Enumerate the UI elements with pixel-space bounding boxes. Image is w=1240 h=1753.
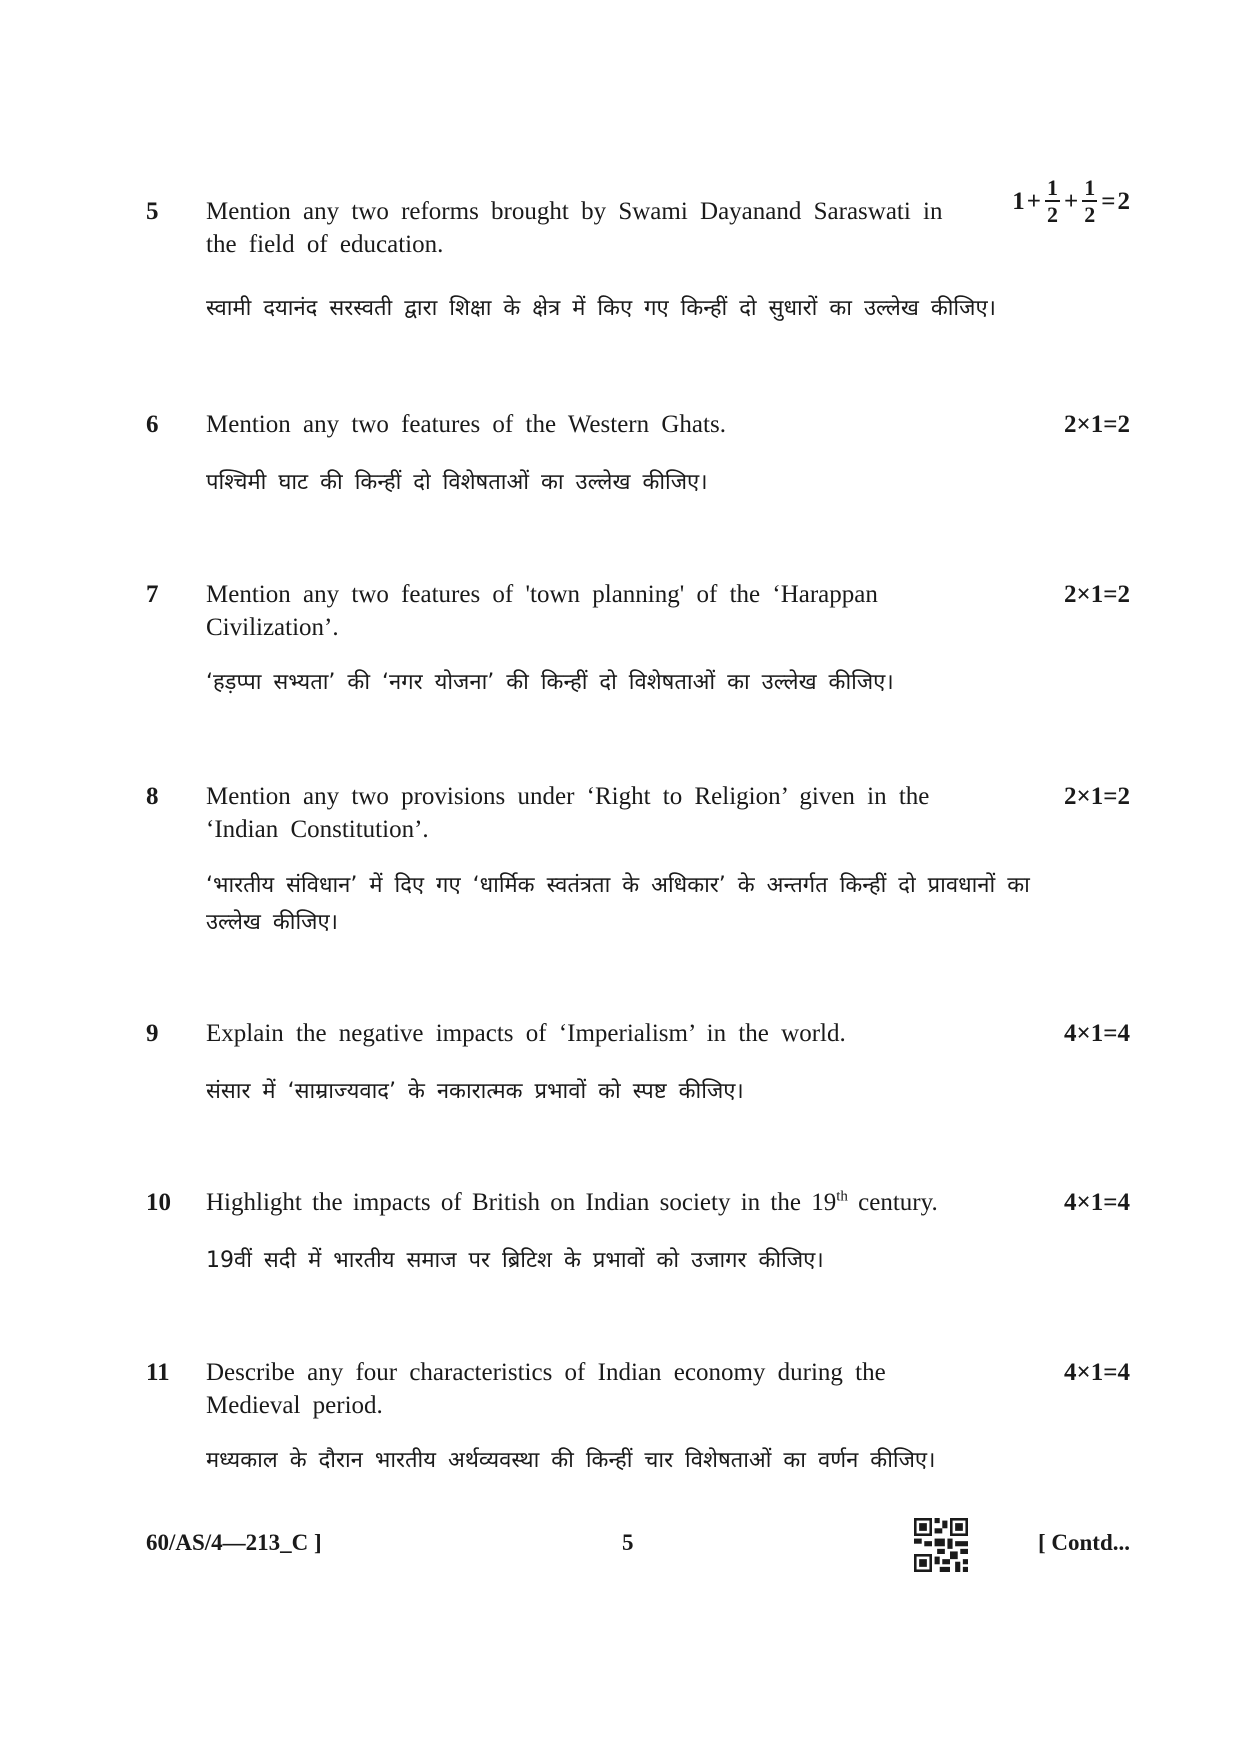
- marks-fraction: [1045, 177, 1060, 226]
- question-number: 5: [146, 198, 159, 225]
- fraction-numerator: 1: [1047, 175, 1058, 200]
- marks-allocation: 2×1=2: [1064, 411, 1130, 438]
- question-6: [146, 408, 1130, 498]
- question-english-text: Explain the negative impacts of ‘Imperialism’ in the world.: [206, 1020, 846, 1047]
- question-hindi-text: 19वीं सदी में भारतीय समाज पर ब्रिटिश के प्रभावों को उजागर कीजिए।: [206, 1248, 824, 1273]
- question-number: 6: [146, 411, 159, 438]
- marks-allocation: 2×1=2: [1064, 581, 1130, 608]
- question-number: 10: [146, 1189, 171, 1216]
- marks-equals: =: [1101, 187, 1116, 215]
- question-number: 11: [146, 1359, 170, 1386]
- continued-label: [ Contd...: [1037, 1530, 1130, 1555]
- question-english-text: Mention any two provisions under ‘Right to Religion’ given in the ‘Indian Constitution’.: [206, 783, 930, 843]
- marks-plus: +: [1026, 187, 1041, 215]
- marks-plus: +: [1064, 187, 1079, 215]
- question-english-text: Describe any four characteristics of Indian economy during the Medieval period.: [206, 1359, 886, 1419]
- page-number: 5: [622, 1530, 634, 1555]
- marks-allocation: 2×1=2: [1064, 783, 1130, 810]
- question-11: [146, 1356, 1130, 1486]
- marks-allocation: 4×1=4: [1064, 1020, 1130, 1047]
- marks-whole: 1: [1012, 187, 1025, 215]
- question-10: [146, 1186, 1130, 1276]
- marks-fraction: [1082, 177, 1097, 226]
- page-footer: [146, 1530, 1130, 1590]
- question-hindi-text: ‘हड़प्पा सभ्यता’ की ‘नगर योजना’ की किन्हीं दो विशेषताओं का उल्लेख कीजिए।: [206, 670, 894, 695]
- fraction-numerator: 1: [1084, 175, 1096, 200]
- marks-allocation: 4×1=4: [1064, 1189, 1130, 1216]
- question-hindi-text: संसार में ‘साम्राज्यवाद’ के नकारात्मक प्रभावों को स्पष्ट कीजिए।: [206, 1079, 744, 1104]
- marks-total: 2: [1117, 187, 1130, 215]
- question-8: [146, 780, 1130, 950]
- question-english-text: Mention any two features of 'town planning' of the ‘Harappan Civilization’.: [206, 581, 878, 641]
- question-number: 9: [146, 1020, 159, 1047]
- fraction-denominator: 2: [1047, 202, 1058, 227]
- question-english-text: [206, 1186, 1046, 1219]
- qr-code-icon: [914, 1518, 968, 1572]
- question-english-text: Mention any two features of the Western Ghats.: [206, 411, 726, 438]
- question-text-part: Highlight the impacts of British on Indian society in the 19: [206, 1189, 837, 1216]
- question-hindi-text: ‘भारतीय संविधान’ में दिए गए ‘धार्मिक स्वतंत्रता के अधिकार’ के अन्तर्गत किन्हीं दो प्रावधानों का उल्लेख कीजिए।: [206, 873, 1030, 935]
- question-hindi-text: पश्चिमी घाट की किन्हीं दो विशेषताओं का उल्लेख कीजिए।: [206, 470, 708, 495]
- paper-code: 60/AS/4—213_C ]: [146, 1530, 322, 1555]
- question-5: [146, 175, 1130, 335]
- question-number: 7: [146, 581, 159, 608]
- question-text-part: century.: [847, 1189, 938, 1216]
- question-english-text: Mention any two reforms brought by Swami Dayanand Saraswati in the field of education.: [206, 198, 943, 258]
- marks-allocation: [1012, 177, 1130, 226]
- fraction-denominator: 2: [1084, 202, 1096, 227]
- question-number: 8: [146, 783, 159, 810]
- question-hindi-text: मध्यकाल के दौरान भारतीय अर्थव्यवस्था की किन्हीं चार विशेषताओं का वर्णन कीजिए।: [206, 1448, 936, 1473]
- marks-allocation: 4×1=4: [1064, 1359, 1130, 1386]
- question-9: [146, 1017, 1130, 1107]
- ordinal-superscript: th: [836, 1188, 848, 1205]
- question-7: [146, 578, 1130, 708]
- question-hindi-text: स्वामी दयानंद सरस्वती द्वारा शिक्षा के क्षेत्र में किए गए किन्हीं दो सुधारों का उल्लेख कीजिए।: [206, 296, 996, 321]
